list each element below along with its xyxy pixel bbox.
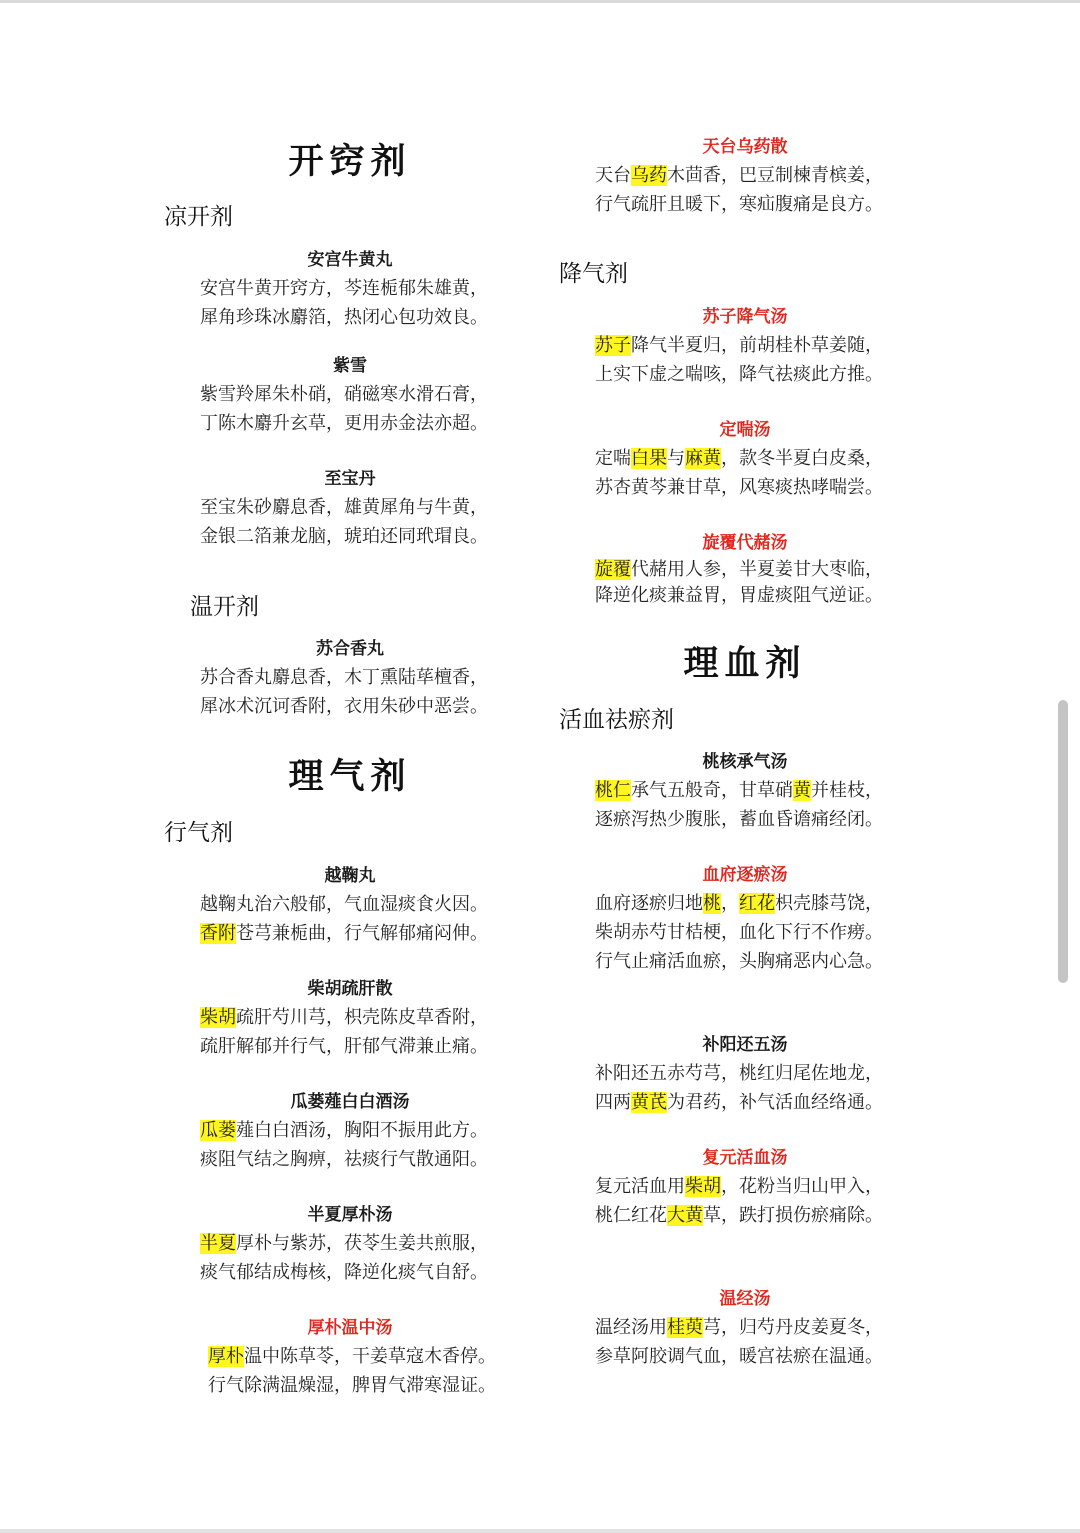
verse-line	[555, 161, 935, 190]
highlighted-herb: 香附	[200, 923, 236, 944]
recipe-title: 瓜蒌薤白白酒汤	[290, 1092, 410, 1112]
verse-text: ，	[721, 893, 739, 914]
recipe-yuejuwan	[160, 864, 540, 948]
verse-line	[160, 919, 540, 948]
verse-text: 血府逐瘀归地	[595, 893, 703, 914]
highlighted-herb: 柴胡	[685, 1176, 721, 1197]
verse-line	[555, 444, 935, 473]
category-title-lixue: 理血剂	[683, 643, 807, 684]
recipe-fuyuan-huoxue	[555, 1146, 935, 1230]
verse-line: 降逆化痰兼益胃，胃虚痰阻气逆证。	[595, 585, 883, 606]
recipe-title: 补阳还五汤	[702, 1035, 788, 1055]
recipe-title: 半夏厚朴汤	[307, 1205, 393, 1225]
highlighted-herb: 黄芪	[631, 1092, 667, 1113]
recipe-title: 柴胡疏肝散	[307, 979, 393, 999]
verse-line: 犀角珍珠冰麝箔，热闭心包功效良。	[200, 307, 488, 328]
highlighted-herb: 黄	[793, 780, 811, 801]
recipe-zixue	[160, 354, 540, 438]
recipe-title: 复元活血汤	[702, 1148, 788, 1168]
verse-line	[555, 1313, 935, 1342]
verse-line: 行气除满温燥湿，脾胃气滞寒湿证。	[208, 1375, 496, 1396]
verse-text: 厚朴与紫苏，茯苓生姜共煎服，	[236, 1233, 488, 1254]
verse-text: 木茴香，巴豆制楝青槟姜，	[667, 165, 883, 186]
bottom-border	[0, 1529, 1080, 1533]
recipe-title: 紫雪	[333, 356, 367, 376]
left-column	[160, 0, 540, 1533]
recipe-zhibaodan	[160, 467, 540, 551]
recipe-angong-niuhuang	[160, 248, 540, 332]
verse-line: 痰阻气结之胸痹，祛痰行气散通阳。	[200, 1149, 488, 1170]
recipe-title: 旋覆代赭汤	[702, 533, 788, 553]
highlighted-herb: 苏子	[595, 335, 631, 356]
verse-text: 天台	[595, 165, 631, 186]
recipe-suzi-jiangqi	[555, 305, 935, 389]
verse-text: 四两	[595, 1092, 631, 1113]
verse-text: ，花粉当归山甲入，	[721, 1176, 883, 1197]
verse-line	[160, 1229, 540, 1258]
verse-line	[160, 1003, 540, 1032]
recipe-wenjing	[555, 1287, 935, 1371]
verse-text: 代赭用人参，半夏姜甘大枣临，	[631, 559, 883, 580]
verse-line: 柴胡赤芍甘桔梗，血化下行不作痨。	[595, 922, 883, 943]
verse-line: 金银二箔兼龙脑，琥珀还同玳瑁良。	[200, 526, 488, 547]
category-title-kaiqiao: 开窍剂	[288, 141, 412, 182]
subcategory-wenkai: 温开剂	[190, 594, 259, 620]
verse-line: 苏杏黄芩兼甘草，风寒痰热哮喘尝。	[595, 477, 883, 498]
verse-line: 逐瘀泻热少腹胀，蓄血昏谵痛经闭。	[595, 809, 883, 830]
recipe-title: 温经汤	[719, 1289, 771, 1309]
verse-text: 薤白白酒汤，胸阳不振用此方。	[236, 1120, 488, 1141]
scrollbar-thumb[interactable]	[1058, 700, 1068, 983]
verse-line	[555, 557, 935, 583]
verse-line	[555, 889, 935, 918]
highlighted-herb: 红花	[739, 893, 775, 914]
verse-line: 参草阿胶调气血，暖宫祛瘀在温通。	[595, 1346, 883, 1367]
verse-line	[555, 1088, 935, 1117]
verse-line: 痰气郁结成梅核，降逆化痰气自舒。	[200, 1262, 488, 1283]
verse-line: 丁陈木麝升玄草，更用赤金法亦超。	[200, 413, 488, 434]
verse-line	[555, 1201, 935, 1230]
highlighted-herb: 桃仁	[595, 780, 631, 801]
verse-line: 安宫牛黄开窍方，芩连栀郁朱雄黄，	[200, 278, 488, 299]
recipe-buyang-huanwu	[555, 1033, 935, 1117]
recipe-title: 至宝丹	[324, 469, 376, 489]
recipe-xuefu-zhuyu	[555, 863, 935, 976]
recipe-houpo-wenzhong	[160, 1316, 540, 1400]
verse-text: 与	[667, 448, 685, 469]
highlighted-herb: 乌药	[631, 165, 667, 186]
recipe-xuanfu-daizhe	[555, 531, 935, 609]
verse-text: 苍芎兼栀曲，行气解郁痛闷伸。	[236, 923, 488, 944]
highlighted-herb: 大黄	[667, 1205, 703, 1226]
highlighted-herb: 半夏	[200, 1233, 236, 1254]
category-title-liqi: 理气剂	[288, 756, 412, 797]
verse-text: 降气半夏归，前胡桂朴草姜随，	[631, 335, 883, 356]
recipe-title: 越鞠丸	[324, 866, 376, 886]
subcategory-huoxue-quyu: 活血祛瘀剂	[559, 707, 674, 733]
recipe-title: 安宫牛黄丸	[307, 250, 393, 270]
verse-text: 草，跌打损伤瘀痛除。	[703, 1205, 883, 1226]
verse-text: 温经汤用	[595, 1317, 667, 1338]
highlighted-herb: 厚朴	[208, 1346, 244, 1367]
recipe-taohe-chengqi	[555, 750, 935, 834]
recipe-title: 厚朴温中汤	[307, 1318, 393, 1338]
verse-text: 桃仁红花	[595, 1205, 667, 1226]
recipe-suhexiangwan	[160, 637, 540, 721]
verse-text: 枳壳膝芎饶，	[775, 893, 883, 914]
highlighted-herb: 麻黄	[685, 448, 721, 469]
recipe-title: 天台乌药散	[702, 137, 788, 157]
verse-text: 承气五般奇，甘草硝	[631, 780, 793, 801]
highlighted-herb: 柴胡	[200, 1007, 236, 1028]
verse-text: 定喘	[595, 448, 631, 469]
recipe-chaihu-shugan	[160, 977, 540, 1061]
verse-line	[555, 776, 935, 805]
verse-line: 紫雪羚犀朱朴硝，硝磁寒水滑石膏，	[200, 384, 488, 405]
recipe-title: 苏合香丸	[316, 639, 384, 659]
verse-line: 补阳还五赤芍芎，桃红归尾佐地龙，	[595, 1063, 883, 1084]
subcategory-xingqi: 行气剂	[164, 820, 233, 846]
verse-line	[160, 1116, 540, 1145]
subcategory-jiangqi: 降气剂	[559, 261, 628, 287]
highlighted-herb: 桂萸	[667, 1317, 703, 1338]
recipe-title: 苏子降气汤	[702, 307, 788, 327]
verse-line	[555, 331, 935, 360]
verse-line: 疏肝解郁并行气，肝郁气滞兼止痛。	[200, 1036, 488, 1057]
verse-line	[555, 1172, 935, 1201]
verse-line: 犀冰术沉诃香附，衣用朱砂中恶尝。	[200, 696, 488, 717]
recipe-dingchuan	[555, 418, 935, 502]
right-column	[555, 0, 935, 1533]
verse-text: 复元活血用	[595, 1176, 685, 1197]
recipe-gualou-xiebai	[160, 1090, 540, 1174]
verse-text: 并桂枝，	[811, 780, 883, 801]
verse-line: 行气止痛活血瘀，头胸痛恶内心急。	[595, 951, 883, 972]
verse-line: 行气疏肝且暖下，寒疝腹痛是良方。	[595, 194, 883, 215]
recipe-title: 血府逐瘀汤	[702, 865, 788, 885]
verse-line	[160, 1342, 540, 1371]
subcategory-liangkai: 凉开剂	[164, 204, 233, 230]
verse-text: 芎，归芍丹皮姜夏冬，	[703, 1317, 883, 1338]
highlighted-herb: 桃	[703, 893, 721, 914]
verse-text: 温中陈草苓，干姜草寇木香停。	[244, 1346, 496, 1367]
verse-text: 为君药，补气活血经络通。	[667, 1092, 883, 1113]
recipe-tiantai-wuyao	[555, 135, 935, 219]
recipe-title: 桃核承气汤	[702, 752, 788, 772]
recipe-title: 定喘汤	[719, 420, 771, 440]
verse-text: 疏肝芍川芎，枳壳陈皮草香附，	[236, 1007, 488, 1028]
verse-line: 至宝朱砂麝息香，雄黄犀角与牛黄，	[200, 497, 488, 518]
verse-line: 上实下虚之喘咳，降气祛痰此方推。	[595, 364, 883, 385]
verse-text: ，款冬半夏白皮桑，	[721, 448, 883, 469]
highlighted-herb: 瓜蒌	[200, 1120, 236, 1141]
verse-line: 苏合香丸麝息香，木丁熏陆荜檀香，	[200, 667, 488, 688]
verse-line: 越鞠丸治六般郁，气血湿痰食火因。	[200, 894, 488, 915]
highlighted-herb: 白果	[631, 448, 667, 469]
recipe-banxia-houpo	[160, 1203, 540, 1287]
highlighted-herb: 旋覆	[595, 559, 631, 580]
